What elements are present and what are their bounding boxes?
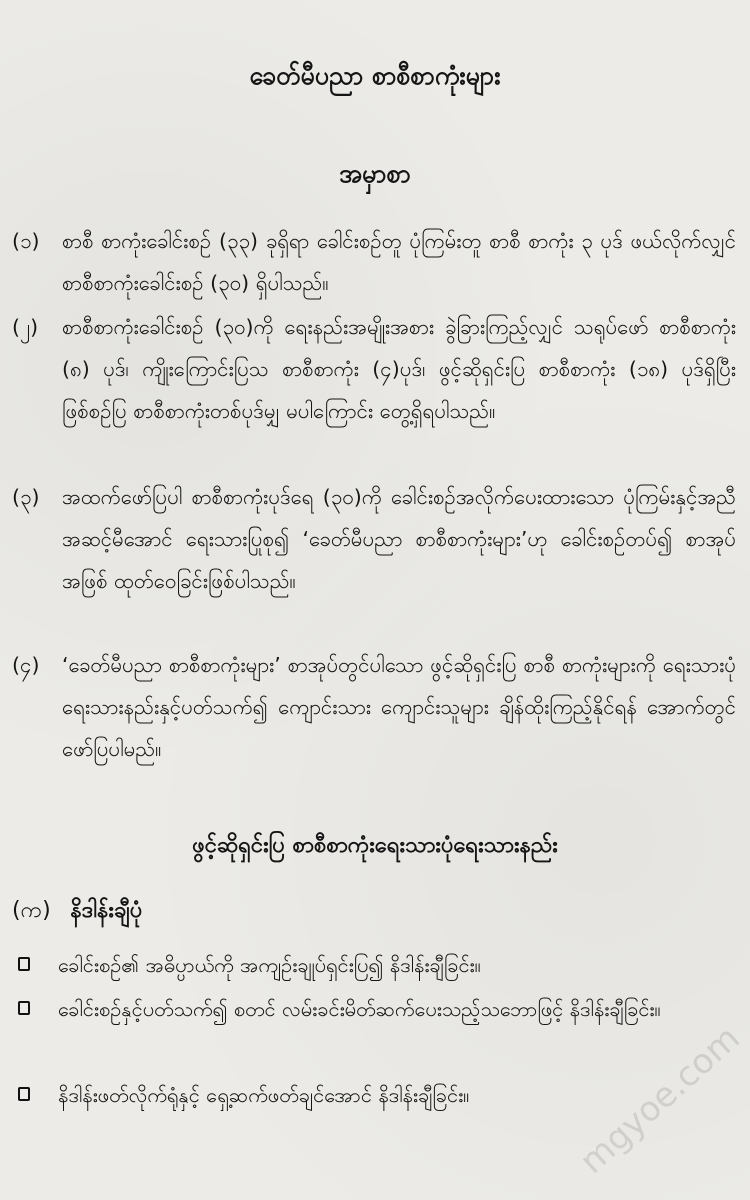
- paragraph-text: အထက်ဖော်ပြပါ စာစီစာကုံးပုဒ်ရေ (၃၀)ကို ခေါင်းစဉ်အလိုက်ပေးထားသော ပုံကြမ်းနှင့်အညီ အဆင့်မီအောင် ရေးသားပြုစု၍ ‘ခေတ်မီပညာ စာစီစာကုံးများ’ဟု ခေါင်းစဉ်တပ်၍ စာအုပ်အဖြစ် ထုတ်ဝေခြင်းဖြစ်ပါသည်။: [62, 485, 736, 593]
- sub-heading-label: နိဒါန်းချီပုံ: [70, 898, 143, 923]
- paragraph-number: (၃): [12, 485, 40, 509]
- paragraph-number: (၄): [12, 653, 40, 677]
- page-title: ခေတ်မီပညာ စာစီစာကုံးများ: [249, 61, 501, 90]
- checkbox-bullet-icon: [18, 1001, 30, 1015]
- paragraph-number: (၁): [12, 229, 40, 253]
- checkbox-bullet-icon: [18, 957, 30, 971]
- paragraph-4: [12, 644, 736, 770]
- watermark: mgyoe.com: [572, 1018, 748, 1182]
- sub-heading: [12, 890, 142, 932]
- section-title: ဖွင့်ဆိုရှင်းပြ စာစီစာကုံးရေးသားပုံရေးသားနည်း: [192, 833, 558, 858]
- bullet-text: နိဒါန်းဖတ်လိုက်ရုံနှင့် ရှေ့ဆက်ဖတ်ချင်အောင် နိဒါန်းချီခြင်း။: [58, 1083, 470, 1107]
- preface-heading: အမှာစာ: [339, 159, 411, 188]
- paragraph-number: (၂): [12, 315, 39, 339]
- paragraph-3: [12, 476, 736, 602]
- paragraph-text: စာစီ စာကုံးခေါင်းစဉ် (၃၃) ခုရှိရာ ခေါင်းစဉ်တူ ပုံကြမ်းတူ စာစီ စာကုံး ၃ ပုဒ် ဖယ်လိုက်လျှင် စာစီစာကုံးခေါင်းစဉ် (၃၀) ရှိပါသည်။: [62, 229, 736, 295]
- paragraph-text: စာစီစာကုံးခေါင်းစဉ် (၃၀)ကို ရေးနည်းအမျိုးအစား ခွဲခြားကြည့်လျှင် သရုပ်ဖော် စာစီစာကုံး (၈) ပုဒ်၊ ကျိုးကြောင်းပြသ စာစီစာကုံး (၄)ပုဒ်၊ ဖွင့်ဆိုရှင်းပြ စာစီစာကုံး (၁၈) ပုဒ်ရှိပြီး ဖြစ်စဉ်ပြ စာစီစာကုံးတစ်ပုဒ်မျှ မပါကြောင်း တွေ့ရှိရပါသည်။: [62, 315, 736, 423]
- paragraph-1: [12, 220, 736, 304]
- bullet-text: ခေါင်းစဉ်နှင့်ပတ်သက်၍ စတင် လမ်းခင်းမိတ်ဆက်ပေးသည့်သဘောဖြင့် နိဒါန်းချီခြင်း။: [58, 997, 661, 1021]
- bullet-text: ခေါင်းစဉ်၏ အဓိပ္ပာယ်ကို အကျဉ်းချုပ်ရှင်းပြ၍ နိဒါန်းချီခြင်း။: [58, 953, 481, 977]
- sub-heading-mark: (က): [12, 898, 51, 923]
- paragraph-2: [12, 306, 736, 432]
- paragraph-text: ‘ခေတ်မီပညာ စာစီစာကုံးများ’ စာအုပ်တွင်ပါသော ဖွင့်ဆိုရှင်းပြ စာစီ စာကုံးများကို ရေးသားပုံရေးသားနည်းနှင့်ပတ်သက်၍ ကျောင်းသား ကျောင်းသူများ ချိန်ထိုးကြည့်နိုင်ရန် အောက်တွင် ဖော်ပြပါမည်။: [62, 653, 736, 761]
- bullet-item: [18, 944, 736, 986]
- checkbox-bullet-icon: [18, 1087, 30, 1101]
- bullet-item: [18, 988, 736, 1030]
